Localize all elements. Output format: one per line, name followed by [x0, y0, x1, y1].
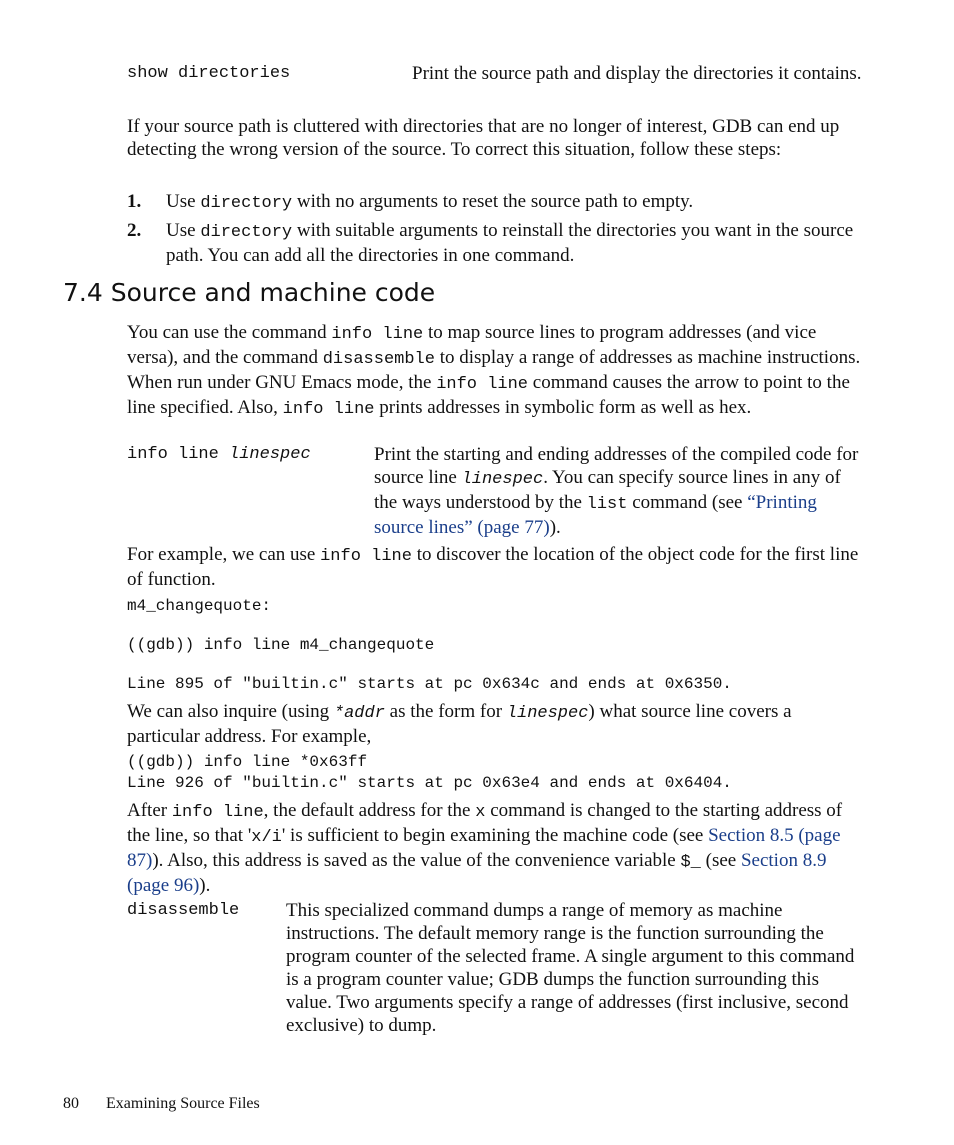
code-line: ((gdb)) info line m4_changequote	[127, 636, 435, 654]
desc-info-line: Print the starting and ending addresses of the compiled code for source line linespec. You can specify source lines in any of the ways understood by the list command (see “Printing source lines” (page 77)).	[374, 444, 859, 538]
paragraph-after-info-line: After info line, the default address for the x command is changed to the starting address of the line, so that 'x/i' is sufficient to begin examining the machine code (see Section 8.5 (page 87)). Also, this address is saved as the value of the convenience variable $_ (see Section 8.9 (page 96)).	[127, 800, 843, 896]
footer-chapter: Examining Source Files	[106, 1095, 260, 1112]
code-line: Line 926 of "builtin.c" starts at pc 0x63e4 and ends at 0x6404.	[127, 774, 732, 792]
steps-list	[127, 190, 862, 271]
term-disassemble: disassemble	[127, 901, 240, 920]
step-number: 2.	[127, 220, 142, 241]
step-text: Use	[166, 220, 201, 241]
page-number: 80	[63, 1095, 79, 1112]
code-line: m4_changequote:	[127, 597, 272, 615]
link-section-8-5[interactable]: Section 8.5 (page 87)	[127, 825, 841, 871]
section-heading: 7.4 Source and machine code	[63, 278, 436, 307]
step-code: directory	[200, 223, 293, 242]
paragraph-inquire: We can also inquire (using *addr as the form for linespec) what source line covers a particular address. For example,	[127, 701, 792, 747]
step-text: Use	[166, 191, 201, 212]
paragraph-example: For example, we can use info line to discover the location of the object code for the first line of function.	[127, 544, 859, 590]
step-text: with no arguments to reset the source path to empty.	[292, 191, 694, 212]
link-section-8-9[interactable]: Section 8.9 (page 96)	[127, 850, 827, 896]
desc-disassemble: This specialized command dumps a range of memory as machine instructions. The default memory range is the function surrounding the program counter of the selected frame. A single argument to this command is a program counter value; GDB dumps the function surrounding this value. Two arguments specify a range of addresses (first inclusive, second exclusive) to dump.	[286, 900, 855, 1036]
list-item	[127, 190, 862, 215]
intro-paragraph: If your source path is cluttered with directories that are no longer of interest, GDB can end up detecting the wrong version of the source. To correct this situation, follow these steps:	[127, 116, 840, 160]
code-line: ((gdb)) info line *0x63ff	[127, 753, 368, 771]
term-show-directories: show directories	[127, 64, 291, 83]
step-text: with suitable arguments to reinstall the directories you want in the source path. You can add all the directories in one command.	[166, 220, 854, 266]
step-code: directory	[200, 194, 293, 213]
code-line: Line 895 of "builtin.c" starts at pc 0x634c and ends at 0x6350.	[127, 675, 732, 693]
list-item	[127, 219, 862, 267]
desc-show-directories: Print the source path and display the directories it contains.	[412, 63, 862, 84]
step-number: 1.	[127, 191, 142, 212]
link-printing-source-lines[interactable]: “Printing source lines” (page 77)	[374, 492, 817, 538]
term-info-line: info line linespec	[127, 445, 311, 464]
paragraph-info-line-intro: You can use the command info line to map source lines to program addresses (and vice versa), and the command disassemble to display a range of addresses as machine instructions. When run under GNU Emacs mode, the info line command causes the arrow to point to the line specified. Also, info line prints addresses in symbolic form as well as hex.	[127, 322, 861, 419]
